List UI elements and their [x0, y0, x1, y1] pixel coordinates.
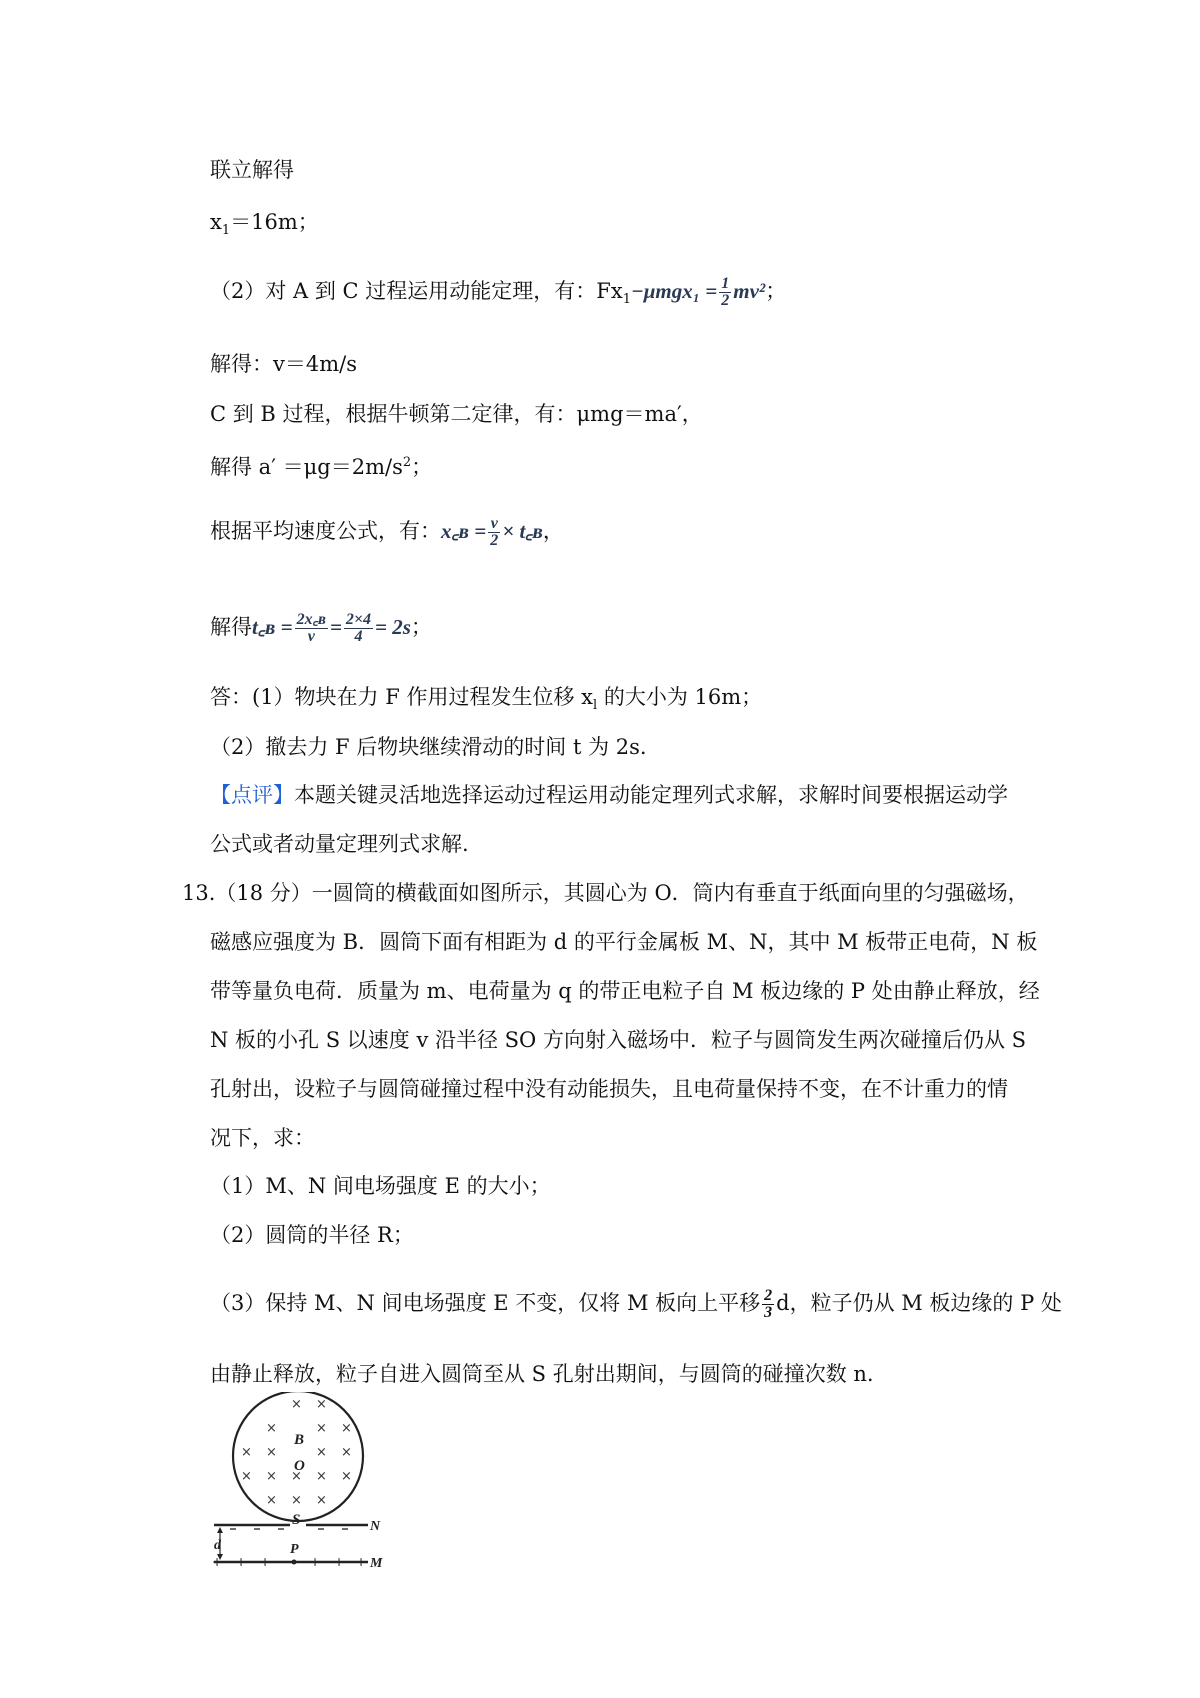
comment-tag: 【点评】: [210, 783, 294, 807]
fraction-v-over-2: $\frac{v}{2}$: [490, 515, 499, 549]
label-d: d: [214, 1538, 221, 1553]
fraction-two-thirds: $\frac{2}{3}$: [764, 1287, 773, 1321]
fraction-2x4-over-4: $\frac{2\times 4}{4}$: [345, 611, 372, 645]
field-cross: ×: [316, 1493, 327, 1508]
label-B: B: [294, 1432, 305, 1448]
line-3: （2）对 A 到 C 过程运用动能定理，有：$Fx_1-\mu mgx_1$ = $\frac{1}{2}$ mv²；: [210, 275, 787, 309]
field-cross: ×: [341, 1421, 352, 1436]
line-1: 联立解得: [210, 158, 294, 182]
plus-charge: +: [212, 1555, 223, 1569]
line-6: 解得 $a' =\mu g=2m/s^2$；: [210, 455, 433, 479]
magnetic-field-crosses: [241, 1397, 352, 1508]
fraction-2xcb-over-v: $\frac{\text{2x꜀ʙ}}{v}$: [296, 611, 326, 645]
field-cross: ×: [266, 1421, 277, 1436]
label-O: O: [294, 1458, 305, 1474]
label-P: P: [290, 1542, 299, 1557]
plus-charge: +: [334, 1555, 345, 1569]
line-13: 13.（18 分）一圆筒的横截面如图所示，其圆心为 O．筒内有垂直于纸面向里的匀强磁场，: [182, 881, 1029, 905]
field-cross: ×: [266, 1493, 277, 1508]
field-cross: ×: [341, 1445, 352, 1460]
line-15: 带等量负电荷．质量为 m、电荷量为 q 的带正电粒子自 M 板边缘的 P 处由静止释放，经: [210, 979, 1040, 1003]
field-cross: ×: [316, 1421, 327, 1436]
field-cross: ×: [291, 1469, 302, 1484]
line-2: $x_1=16m$；: [210, 210, 319, 239]
plus-charge: +: [310, 1555, 321, 1569]
plus-charge: +: [260, 1555, 271, 1569]
line-20: （2）圆筒的半径 R；: [210, 1223, 414, 1247]
field-cross: ×: [266, 1445, 277, 1460]
fraction-half: $\frac{1}{2}$: [721, 275, 730, 309]
line-10: （2）撤去力 F 后物块继续滑动的时间 t 为 2s.: [210, 735, 647, 759]
line-19: （1）M、N 间电场强度 E 的大小；: [210, 1174, 551, 1198]
line-8: 解得t꜀ʙ = $\frac{\text{2x꜀ʙ}}{v}$ = $\frac{2\times 4}{4}$ = 2s；: [210, 611, 432, 645]
field-cross: ×: [241, 1469, 252, 1484]
plus-charge: +: [236, 1555, 247, 1569]
line-7: 根据平均速度公式，有：x꜀ʙ = $\frac{v}{2}$ × t꜀ʙ，: [210, 515, 564, 549]
line-21: （3）保持 M、N 间电场强度 E 不变，仅将 M 板向上平移 $\frac{2}{3}$ d，粒子仍从 M 板边缘的 P 处: [210, 1287, 1062, 1321]
line-17: 孔射出，设粒子与圆筒碰撞过程中没有动能损失，且电荷量保持不变，在不计重力的情: [210, 1077, 1008, 1101]
field-cross: ×: [316, 1397, 327, 1412]
field-cross: ×: [291, 1493, 302, 1508]
field-cross: ×: [341, 1469, 352, 1484]
label-M: M: [370, 1556, 383, 1571]
point-P: [292, 1560, 297, 1565]
field-cross: ×: [241, 1445, 252, 1460]
field-cross: ×: [316, 1445, 327, 1460]
label-N: N: [370, 1519, 381, 1534]
label-S: S: [292, 1512, 301, 1528]
line-4: 解得：v＝4m/s: [210, 352, 357, 376]
line-22: 由静止释放，粒子自进入圆筒至从 S 孔射出期间，与圆筒的碰撞次数 n.: [210, 1362, 874, 1386]
line-9: 答：(1）物块在力 F 作用过程发生位移 $x_l$ 的大小为 16m；: [210, 685, 763, 714]
line-11: 【点评】本题关键灵活地选择运动过程运用动能定理列式求解，求解时间要根据运动学: [210, 783, 1008, 807]
plus-charge: +: [356, 1555, 367, 1569]
field-cross: ×: [291, 1397, 302, 1412]
line-12: 公式或者动量定理列式求解.: [210, 832, 469, 856]
field-cross: ×: [316, 1469, 327, 1484]
field-cross: ×: [266, 1469, 277, 1484]
line-14: 磁感应强度为 B．圆筒下面有相距为 d 的平行金属板 M、N，其中 M 板带正电荷，N 板: [210, 930, 1038, 954]
line-5: C 到 B 过程，根据牛顿第二定律，有：μmg＝ma′，: [210, 402, 703, 426]
line-16: N 板的小孔 S 以速度 v 沿半径 SO 方向射入磁场中．粒子与圆筒发生两次碰撞后仍从 S: [210, 1028, 1027, 1052]
line-18: 况下，求：: [210, 1126, 315, 1150]
cylinder-field-figure: [210, 1392, 400, 1572]
